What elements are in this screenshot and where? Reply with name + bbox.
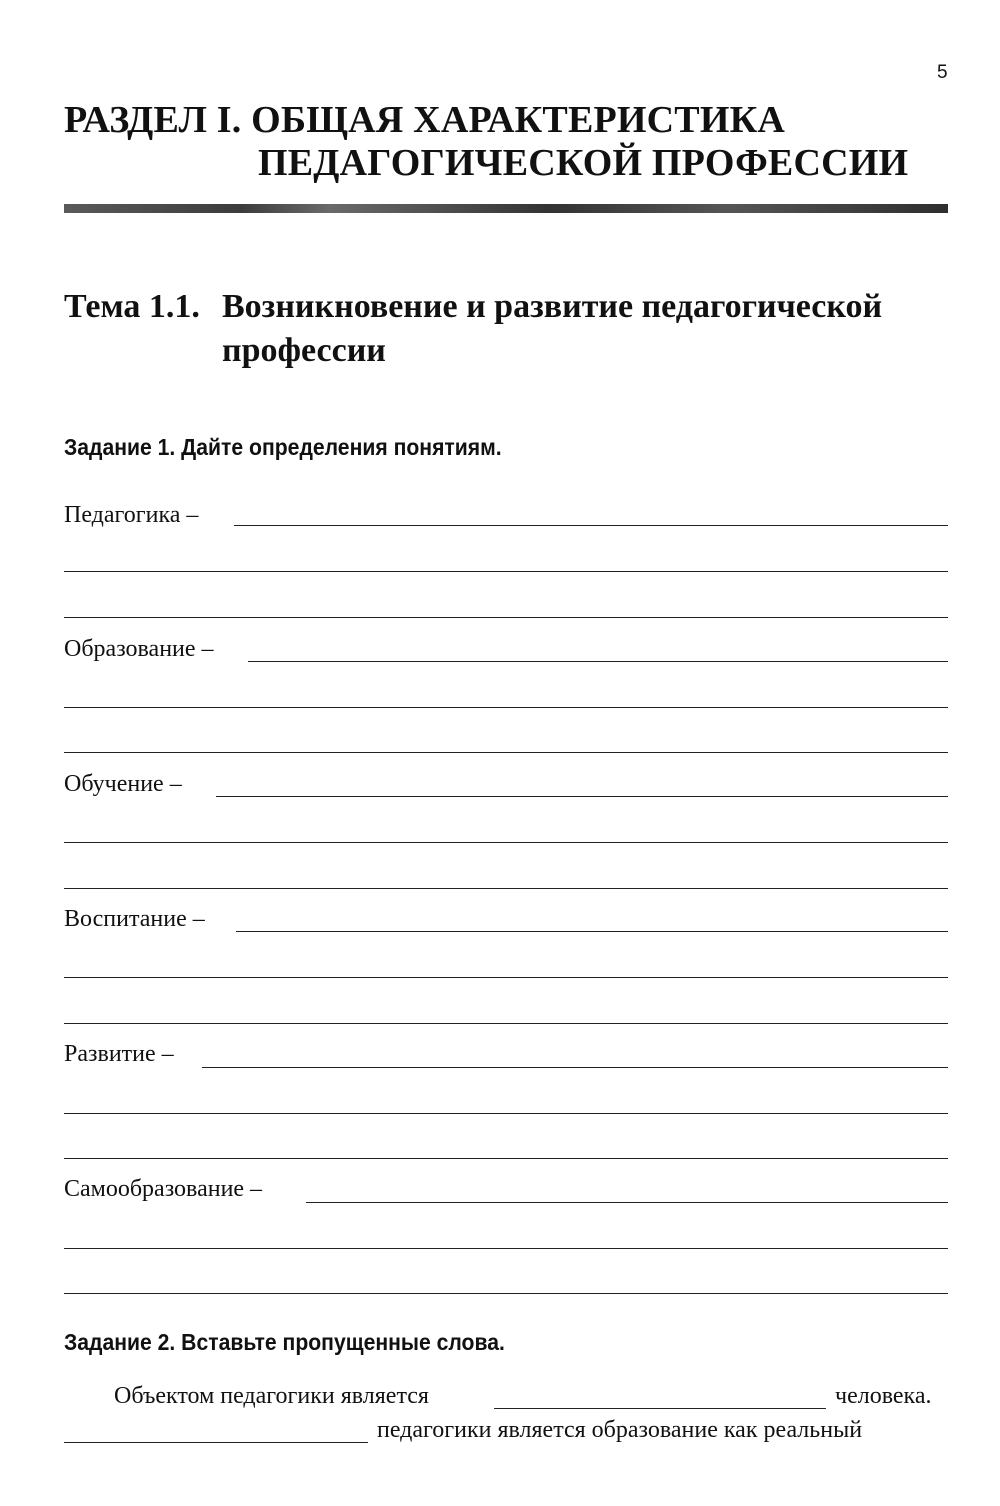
topic-title-line2: профессии	[222, 332, 386, 369]
answer-line[interactable]	[64, 617, 948, 618]
answer-line[interactable]	[64, 707, 948, 708]
sentence2-rest: педагогики является образование как реальный	[377, 1417, 863, 1443]
answer-line[interactable]	[64, 1113, 948, 1114]
answer-line[interactable]	[64, 977, 948, 978]
sentence1-end: человека.	[835, 1383, 932, 1409]
answer-line[interactable]	[306, 1202, 948, 1203]
term-label-vospitanie: Воспитание –	[64, 906, 205, 932]
term-label-obuchenie: Обучение –	[64, 771, 182, 797]
term-label-pedagogika: Педагогика –	[64, 502, 199, 528]
term-label-samoobrazovanie: Самообразование –	[64, 1176, 263, 1202]
sentence1-start: Объектом педагогики является	[114, 1383, 429, 1409]
answer-line[interactable]	[64, 752, 948, 753]
answer-line[interactable]	[64, 1158, 948, 1159]
page-number: 5	[937, 62, 948, 83]
topic-title-line1: Возникновение и развитие педагогической	[222, 288, 883, 325]
task2-title: Задание 2. Вставьте пропущенные слова.	[64, 1329, 505, 1355]
answer-line[interactable]	[248, 661, 948, 662]
section-title-line1: РАЗДЕЛ I. ОБЩАЯ ХАРАКТЕРИСТИКА	[64, 99, 786, 141]
section-title-line2: ПЕДАГОГИЧЕСКОЙ ПРОФЕССИИ	[258, 142, 909, 184]
answer-line[interactable]	[216, 796, 948, 797]
task1-title: Задание 1. Дайте определения понятиям.	[64, 434, 502, 460]
answer-line[interactable]	[64, 1293, 948, 1294]
answer-line[interactable]	[202, 1067, 948, 1068]
fill-blank[interactable]	[64, 1442, 368, 1443]
answer-line[interactable]	[234, 525, 948, 526]
answer-line[interactable]	[64, 888, 948, 889]
fill-blank[interactable]	[494, 1408, 826, 1409]
answer-line[interactable]	[236, 931, 948, 932]
term-label-razvitie: Развитие –	[64, 1041, 174, 1067]
section-divider	[64, 204, 948, 213]
topic-label: Тема 1.1.	[64, 288, 200, 325]
term-label-obrazovanie: Образование –	[64, 636, 214, 662]
answer-line[interactable]	[64, 1023, 948, 1024]
answer-line[interactable]	[64, 571, 948, 572]
answer-line[interactable]	[64, 1248, 948, 1249]
answer-line[interactable]	[64, 842, 948, 843]
